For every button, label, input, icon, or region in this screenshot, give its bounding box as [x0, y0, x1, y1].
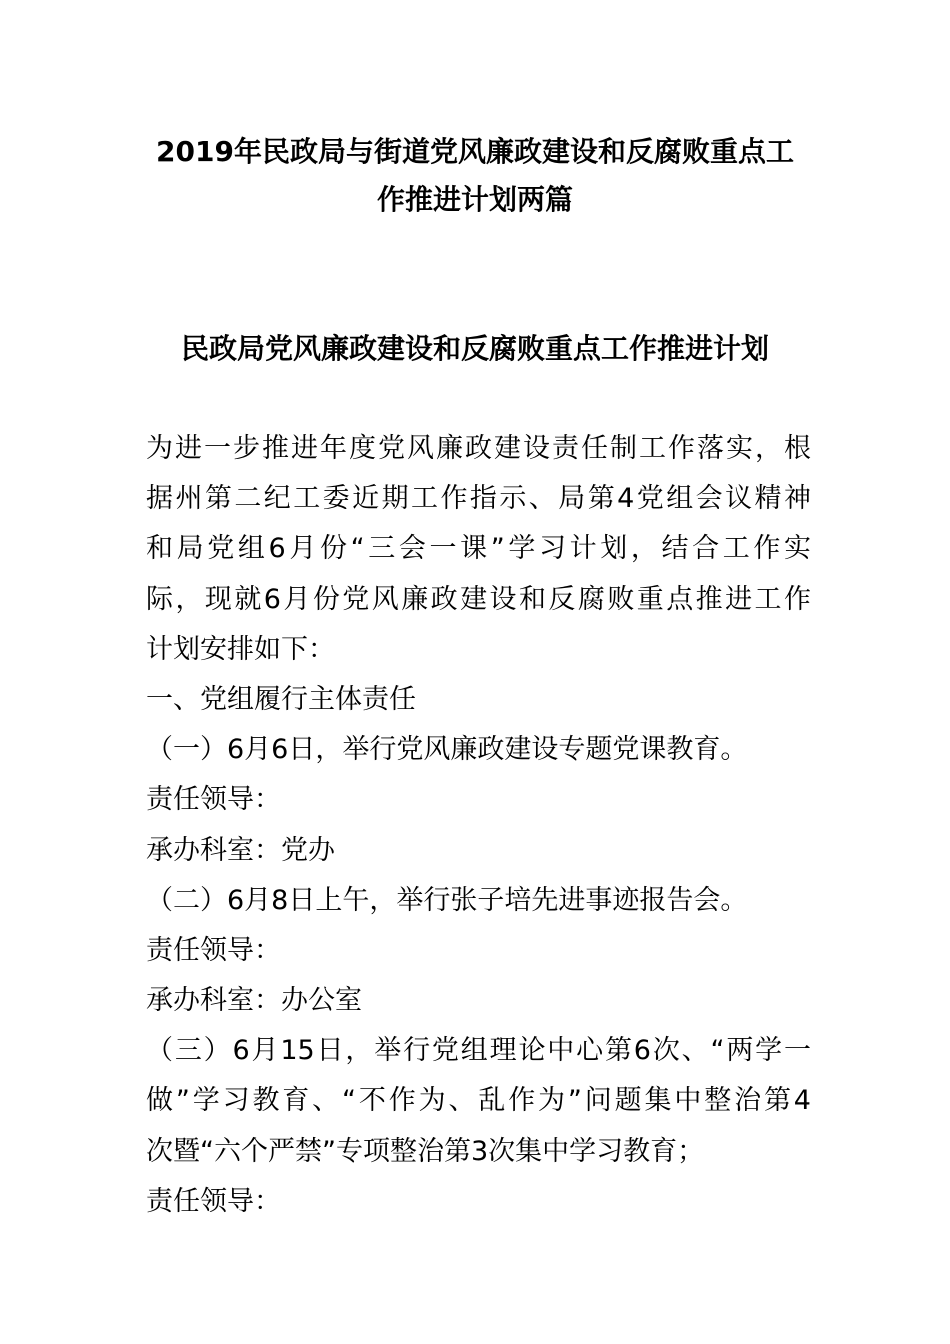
body-line: 计划安排如下：: [146, 633, 335, 665]
document-title-line-2: 作推进计划两篇: [376, 183, 573, 216]
body-line: 次暨“六个严禁”专项整治第3次集中学习教育；: [146, 1135, 705, 1167]
document-title-line-1: 2019年民政局与街道党风廉政建设和反腐败重点工: [156, 135, 794, 168]
body-line: 为进一步推进年度党风廉政建设责任制工作落实，根: [146, 433, 811, 464]
body-line: 承办科室：党办: [146, 834, 335, 866]
body-line: 据州第二纪工委近期工作指示、局第4党组会议精神: [146, 483, 811, 515]
body-line: 和局党组6月份“三会一课”学习计划，结合工作实: [146, 533, 811, 565]
section-title: 民政局党风廉政建设和反腐败重点工作推进计划: [180, 332, 769, 365]
body-line: 承办科室：办公室: [146, 985, 362, 1017]
body-line: （一）6月6日，举行党风廉政建设专题党课教育。: [146, 734, 748, 766]
body-line: 责任领导：: [146, 784, 281, 816]
document-body: [146, 424, 811, 1227]
body-line: 做”学习教育、“不作为、乱作为”问题集中整治第4: [146, 1085, 811, 1117]
body-line: （二）6月8日上午，举行张子培先进事迹报告会。: [146, 884, 748, 916]
body-line: 际，现就6月份党风廉政建设和反腐败重点推进工作: [146, 583, 811, 615]
body-line: 责任领导：: [146, 1185, 281, 1217]
document-title: [120, 128, 830, 224]
body-line: 责任领导：: [146, 934, 281, 966]
body-line: （三）6月15日，举行党组理论中心第6次、“两学一: [146, 1035, 811, 1067]
section-heading: 一、党组履行主体责任: [146, 683, 416, 715]
